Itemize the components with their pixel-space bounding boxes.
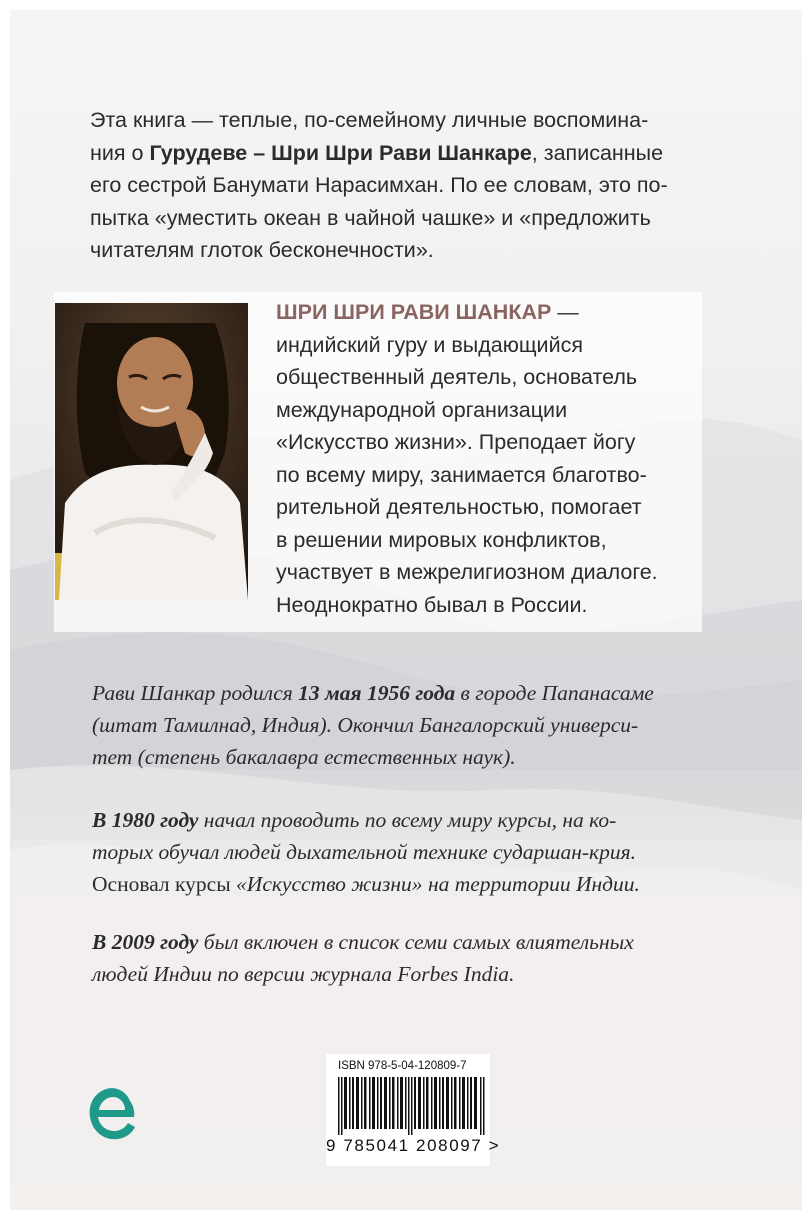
intro-line-5: читателям глоток бесконечности». — [90, 238, 434, 262]
bio-line: международной организации — [276, 397, 568, 422]
year-1980: В 1980 году — [92, 808, 199, 832]
intro-line-2a: ния о — [90, 140, 150, 165]
fact-text: Рави Шанкар родился — [92, 681, 299, 705]
fact-text: тет (степень бакалавра естественных наук). — [92, 745, 516, 769]
bio-line: участвует в межрелигиозном диалоге. — [276, 560, 658, 584]
bio-line: общественный деятель, основатель — [276, 365, 638, 389]
intro-line-3: его сестрой Банумати Нарасимхан. По ее словам, это по- — [90, 173, 668, 197]
fact-text: начал проводить по всему миру курсы, на ко- — [198, 808, 617, 832]
barcode-bars — [338, 1077, 486, 1135]
intro-highlight-name: Гурудеве – Шри Шри Рави Шанкаре — [149, 140, 532, 165]
fact-birth-paragraph — [92, 677, 714, 773]
bio-line: в решении мировых конфликтов, — [276, 527, 607, 552]
intro-paragraph — [90, 104, 712, 267]
bio-text — [276, 296, 696, 621]
fact-text: на территории Индии. — [422, 872, 640, 896]
bio-line: по всему миру, занимается благотво- — [276, 462, 647, 487]
intro-line-1: Эта книга — теплые, по-семейному личные воспомина- — [90, 108, 649, 132]
birth-date: 13 мая 1956 года — [298, 681, 456, 705]
author-portrait — [55, 303, 248, 600]
fact-text: людей Индии по версии журнала Forbes India. — [92, 962, 515, 986]
bio-line: Неоднократно бывал в России. — [276, 592, 588, 617]
fact-text: (штат Тамилнад, Индия). Окончил Бангалорский универси- — [92, 713, 639, 737]
eksmo-logo-icon — [84, 1083, 138, 1145]
fact-1980-paragraph — [92, 804, 714, 900]
isbn-label: ISBN 978-5-04-120809-7 — [338, 1060, 467, 1072]
fact-text: был включен в список семи самых влиятельных — [198, 930, 634, 954]
fact-text: в городе Папанасаме — [455, 681, 654, 705]
fact-text: Основал курсы — [92, 872, 237, 896]
bio-line: «Искусство жизни». Преподает йогу — [276, 430, 636, 454]
barcode-digits: 9 785041 208097 > — [326, 1136, 501, 1155]
intro-line-4: пытка «уместить океан в чайной чашке» и «предложить — [90, 205, 651, 230]
bio-name: ШРИ ШРИ РАВИ ШАНКАР — [276, 300, 552, 324]
year-2009: В 2009 году — [92, 930, 199, 954]
fact-text: «Искусство жизни» — [236, 872, 423, 896]
bio-line: индийский гуру и выдающийся — [276, 332, 583, 357]
fact-text: торых обучал людей дыхательной технике сударшан-крия. — [92, 840, 636, 864]
bio-dash: — — [551, 300, 579, 324]
bio-line: рительной деятельностью, помогает — [276, 495, 642, 519]
intro-line-2c: , записанные — [531, 140, 664, 165]
fact-2009-paragraph — [92, 926, 714, 990]
